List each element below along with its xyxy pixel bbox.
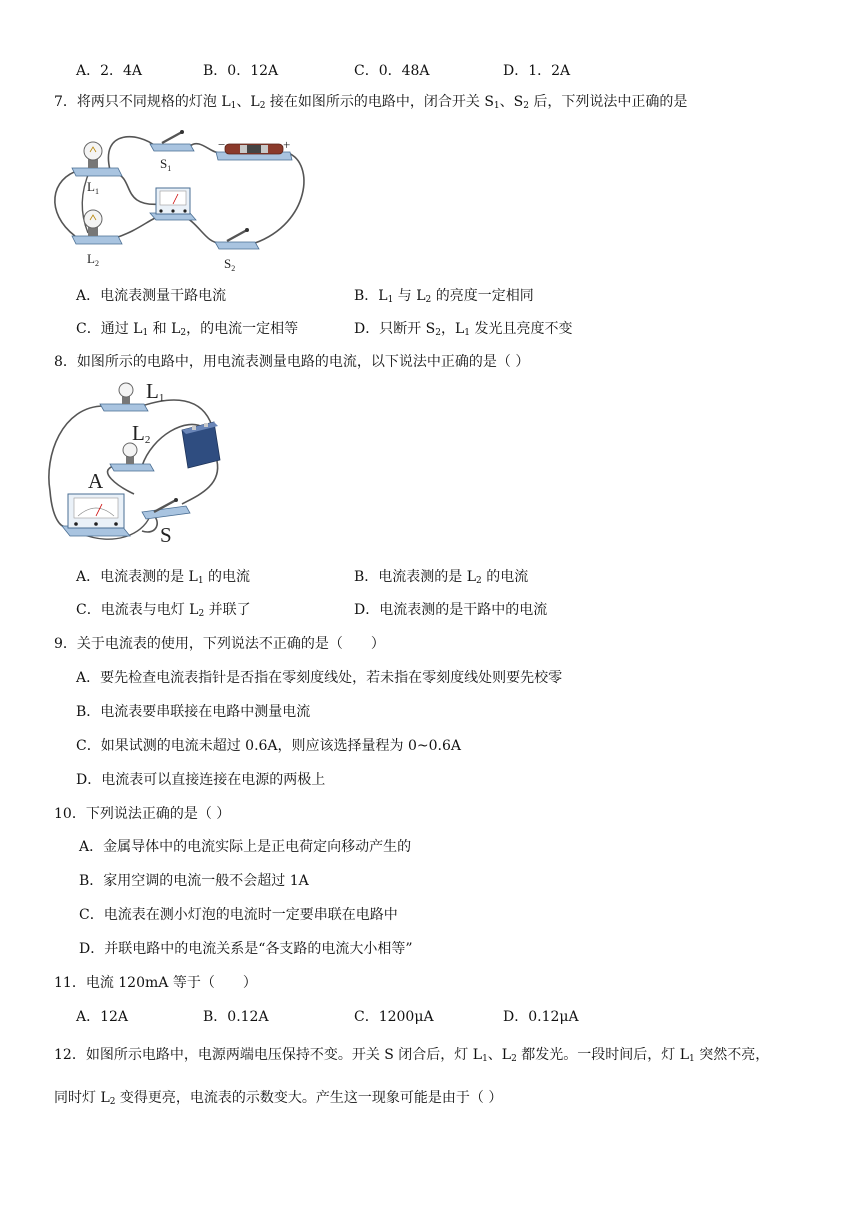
q7-bulb-l2 bbox=[72, 210, 122, 244]
q10-option-c: C．电流表在测小灯泡的电流时一定要串联在电路中 bbox=[79, 907, 398, 923]
q7-label-l2: $L_2$ bbox=[87, 251, 99, 268]
q7-wire bbox=[108, 137, 155, 170]
q12-stem-line2: 同时灯 $L_2$ 变得更亮，电流表的示数变大。产生这一现象可能是由于（ ） bbox=[54, 1090, 503, 1107]
q7-option-c: C．通过 $L_1$ 和 $L_2$，的电流一定相等 bbox=[76, 321, 299, 338]
q7-label-s2: $S_2$ bbox=[224, 256, 236, 273]
q7-stem: 7．将两只不同规格的灯泡 $L_1$、$L_2$ 接在如图所示的电路中，闭合开关 $S_1$、$S_2$ 后，下列说法中正确的是 bbox=[54, 94, 688, 111]
q7-switch-s1 bbox=[150, 130, 194, 151]
q7-wire bbox=[55, 170, 80, 236]
q7-wire bbox=[255, 153, 304, 243]
q11-option-c: C．1200μA bbox=[354, 1009, 434, 1025]
q6-option-a: A．2．4A bbox=[76, 63, 143, 79]
q7-battery-plus-label: + bbox=[283, 137, 291, 152]
q7-circuit-figure bbox=[40, 118, 320, 278]
q11-option-d: D．0.12μA bbox=[503, 1009, 579, 1025]
q7-bulb-l1 bbox=[72, 142, 122, 176]
q7-label-l1: $L_1$ bbox=[87, 179, 99, 196]
q8-bulb-l1 bbox=[100, 383, 148, 411]
q11-option-a: A．12A bbox=[76, 1009, 129, 1025]
q7-wire bbox=[115, 173, 162, 204]
q8-label-l1: L1 bbox=[146, 379, 165, 404]
q9-stem: 9．关于电流表的使用，下列说法不正确的是（ ） bbox=[54, 636, 385, 652]
q10-option-a: A．金属导体中的电流实际上是正电荷定向移动产生的 bbox=[79, 839, 412, 855]
q9-option-a: A．要先检查电流表指针是否指在零刻度线处，若未指在零刻度线处则要先校零 bbox=[76, 670, 563, 686]
q7-option-d: D．只断开 $S_2$，$L_1$ 发光且亮度不变 bbox=[354, 321, 573, 338]
q8-battery bbox=[182, 422, 220, 468]
q7-wire bbox=[190, 144, 220, 153]
q9-option-c: C．如果试测的电流未超过 0.6A，则应该选择量程为 0~0.6A bbox=[76, 738, 461, 754]
q8-label-l2: L2 bbox=[132, 421, 151, 446]
q9-option-d: D．电流表可以直接连接在电源的两极上 bbox=[76, 772, 326, 788]
q10-option-b: B．家用空调的电流一般不会超过 1A bbox=[79, 873, 309, 889]
q11-option-b: B．0.12A bbox=[203, 1009, 269, 1025]
q8-wire bbox=[182, 461, 218, 504]
q7-label-s1: $S_1$ bbox=[160, 156, 172, 173]
q10-option-d: D．并联电路中的电流关系是“各支路的电流大小相等” bbox=[79, 941, 413, 957]
q11-stem: 11．电流 120mA 等于（ ） bbox=[54, 975, 257, 991]
q8-label-a: A bbox=[88, 469, 104, 493]
q8-option-a: A．电流表测的是 $L_1$ 的电流 bbox=[76, 569, 251, 586]
q8-circuit-figure bbox=[42, 376, 242, 552]
q6-option-b: B．0．12A bbox=[203, 63, 279, 79]
q8-stem: 8．如图所示的电路中，用电流表测量电路的电流，以下说法中正确的是（ ） bbox=[54, 354, 530, 370]
q10-stem: 10．下列说法正确的是（ ） bbox=[54, 806, 231, 822]
q8-ammeter bbox=[62, 494, 130, 536]
q8-wire bbox=[142, 400, 212, 426]
q6-option-c: C．0．48A bbox=[354, 63, 430, 79]
q8-switch-s bbox=[142, 498, 190, 519]
q9-option-b: B．电流表要串联接在电路中测量电流 bbox=[76, 704, 311, 720]
q6-option-d: D．1．2A bbox=[503, 63, 571, 79]
q7-ammeter bbox=[150, 188, 196, 220]
q12-stem-line1: 12．如图所示电路中，电源两端电压保持不变。开关 S 闭合后，灯 $L_1$、$L_2$ 都发光。一段时间后，灯 $L_1$ 突然不亮， bbox=[54, 1047, 770, 1064]
q7-battery bbox=[216, 144, 292, 160]
q8-label-s: S bbox=[160, 523, 172, 547]
q7-option-b: B．$L_1$ 与 $L_2$ 的亮度一定相同 bbox=[354, 288, 534, 305]
q7-switch-s2 bbox=[215, 228, 259, 249]
q8-option-b: B．电流表测的是 $L_2$ 的电流 bbox=[354, 569, 529, 586]
q7-option-a: A．电流表测量干路电流 bbox=[76, 288, 227, 304]
q8-option-c: C．电流表与电灯 $L_2$ 并联了 bbox=[76, 602, 251, 619]
q8-bulb-l2 bbox=[110, 443, 154, 471]
q8-option-d: D．电流表测的是干路中的电流 bbox=[354, 602, 548, 618]
q7-battery-minus-label: − bbox=[218, 137, 226, 152]
